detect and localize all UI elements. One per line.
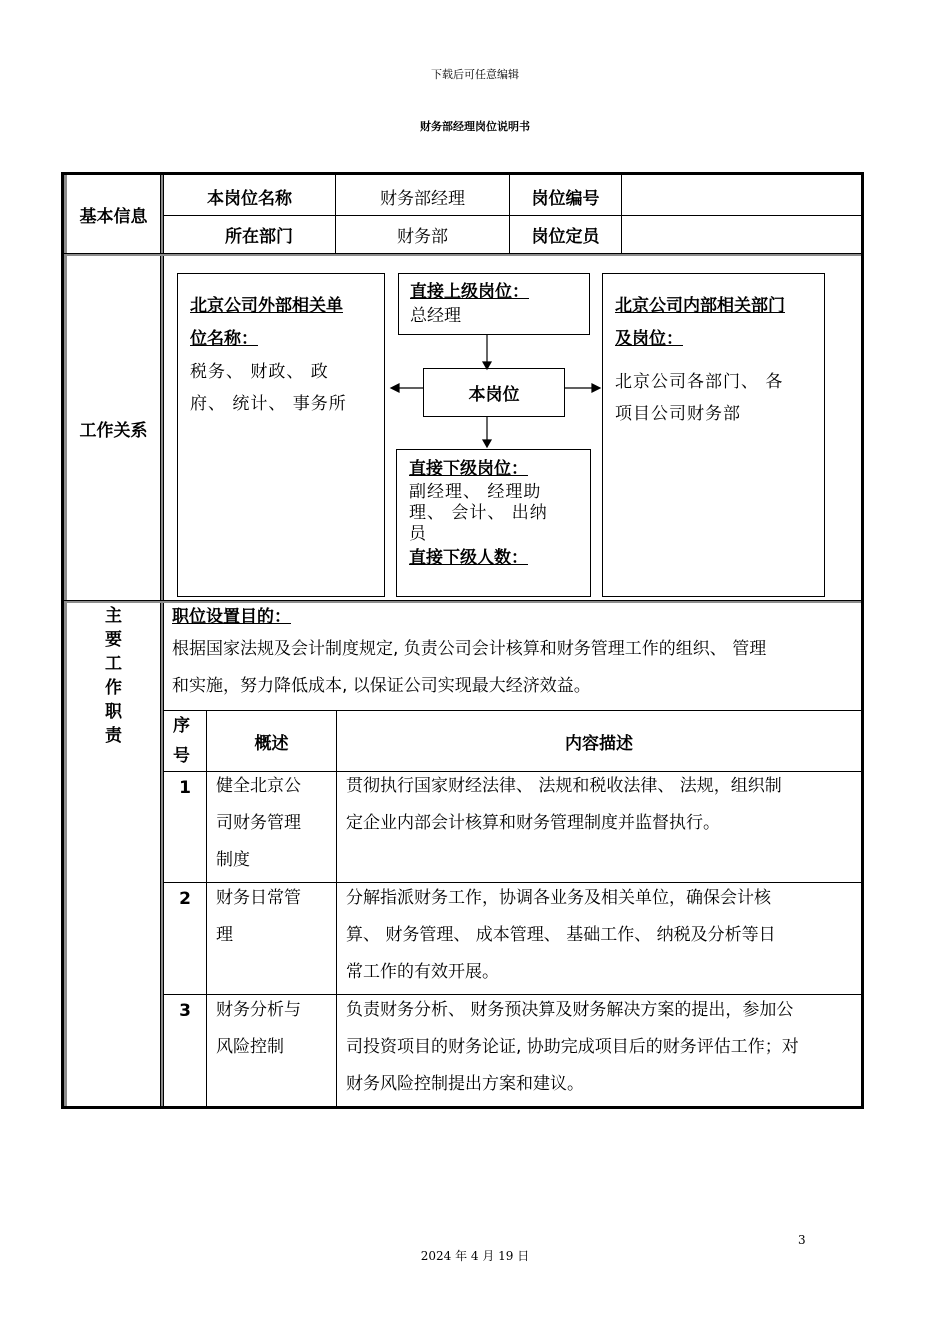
position-code-value bbox=[622, 178, 861, 215]
external-units-title: 北京公司外部相关单 bbox=[190, 296, 343, 316]
position-name-label: 本岗位名称 bbox=[207, 189, 292, 209]
row-number: 3 bbox=[179, 1001, 191, 1021]
subordinate-position-line2: 理、 会计、 出纳 bbox=[409, 503, 548, 523]
row-description: 分解指派财务工作，协调各业务及相关单位，确保会计核 算、 财务管理、 成本管理、 基础工作、 纳税及分析等日 常工作的有效开展。 bbox=[346, 888, 776, 982]
position-name-value: 财务部经理 bbox=[380, 189, 465, 209]
superior-position-title: 直接上级岗位： bbox=[410, 282, 529, 302]
row-number: 2 bbox=[179, 889, 191, 909]
internal-departments-text-cont: 项目公司财务部 bbox=[615, 404, 741, 424]
external-units-box bbox=[177, 273, 385, 597]
row-description: 负责财务分析、 财务预决算及财务解决方案的提出，参加公 司投资项目的财务论证, 协助完成项目后的财务评估工作；对 财务风险控制提出方案和建议。 bbox=[346, 1000, 799, 1094]
row-description: 贯彻执行国家财经法律、 法规和税收法律、 法规，组织制 定企业内部会计核算和财务管理制度并监督执行。 bbox=[346, 776, 782, 833]
subordinate-count-label: 直接下级人数： bbox=[409, 548, 528, 568]
superior-position-box bbox=[398, 273, 590, 335]
internal-departments-text: 北京公司各部门、 各 bbox=[615, 372, 784, 392]
external-units-title-cont: 位名称： bbox=[190, 329, 258, 349]
internal-departments-box bbox=[602, 273, 825, 597]
subordinate-position-line3: 员 bbox=[409, 524, 426, 544]
document-title: 财务部经理岗位说明书 bbox=[420, 120, 530, 133]
subordinate-position-title: 直接下级岗位： bbox=[409, 459, 528, 479]
department-value: 财务部 bbox=[397, 227, 448, 247]
page-number: 3 bbox=[798, 1233, 806, 1247]
subordinate-position-line1: 副经理、 经理助 bbox=[409, 482, 542, 502]
headcount-value bbox=[622, 216, 861, 253]
work-relations-label: 工作关系 bbox=[79, 420, 148, 441]
arrow-left-icon bbox=[391, 384, 399, 392]
table-right-border bbox=[861, 172, 864, 1109]
column-header-description: 内容描述 bbox=[565, 733, 633, 754]
row-summary: 健全北京公 司财务管理 制度 bbox=[216, 776, 301, 870]
superior-position-value: 总经理 bbox=[410, 306, 461, 326]
purpose-text: 根据国家法规及会计制度规定, 负责公司会计核算和财务管理工作的组织、 管理 和实施，努力降低成本, 以保证公司实现最大经济效益。 bbox=[172, 639, 767, 696]
column-header-summary: 概述 bbox=[254, 733, 289, 754]
department-label: 所在部门 bbox=[225, 227, 293, 247]
table-top-border bbox=[61, 172, 864, 175]
external-units-text-cont: 府、 统计、 事务所 bbox=[190, 394, 347, 414]
current-position-label: 本岗位 bbox=[468, 385, 520, 405]
main-duties-label: 主 要 工 作 职 责 bbox=[105, 606, 122, 746]
subordinate-position-box bbox=[396, 449, 591, 597]
column-header-no: 序 号 bbox=[173, 716, 190, 766]
header-note: 下载后可任意编辑 bbox=[431, 68, 519, 81]
row-summary: 财务日常管 理 bbox=[216, 888, 301, 945]
external-units-text: 税务、 财政、 政 bbox=[190, 362, 329, 382]
row-summary: 财务分析与 风险控制 bbox=[216, 1000, 301, 1057]
table-bottom-border bbox=[61, 1106, 864, 1109]
arrow-down-icon bbox=[483, 362, 491, 369]
relation-arrows bbox=[380, 330, 610, 450]
position-code-label: 岗位编号 bbox=[531, 189, 600, 209]
internal-departments-title: 北京公司内部相关部门 bbox=[615, 296, 785, 316]
arrow-right-icon bbox=[592, 384, 600, 392]
internal-departments-title-cont: 及岗位： bbox=[615, 329, 683, 349]
row-number: 1 bbox=[179, 778, 191, 798]
basic-info-label: 基本信息 bbox=[79, 206, 148, 227]
headcount-label: 岗位定员 bbox=[531, 227, 600, 247]
arrow-down-icon bbox=[483, 440, 491, 447]
footer-date: 2024 年 4 月 19 日 bbox=[420, 1249, 530, 1263]
purpose-title: 职位设置目的： bbox=[172, 607, 291, 627]
